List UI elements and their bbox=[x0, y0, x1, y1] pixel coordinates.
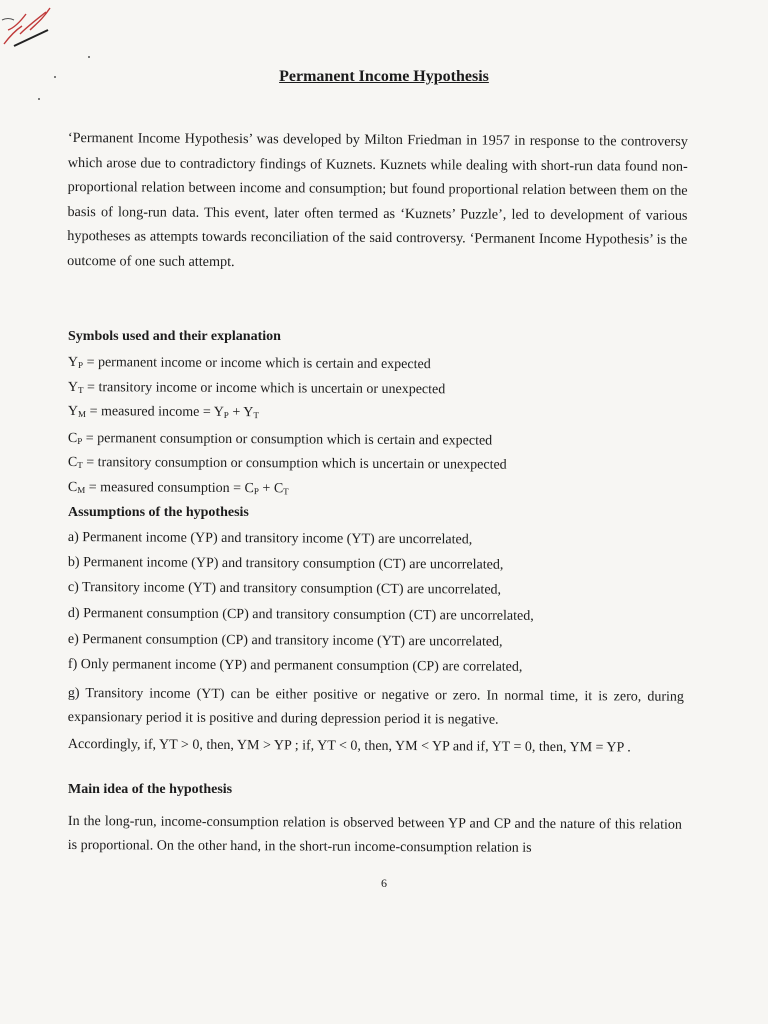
main-idea-paragraph: In the long-run, income-consumption relation is observed between YP and CP and the nature of this relation is proportional. On the other hand, in the short-run income-consumption relation is bbox=[67, 813, 682, 856]
handwritten-scribble bbox=[0, 0, 70, 60]
speck bbox=[38, 98, 40, 100]
assumption-e: e) Permanent consumption (CP) and transitory income (YT) are uncorrelated, bbox=[67, 632, 503, 650]
intro-paragraph: ‘Permanent Income Hypothesis’ was developed by Milton Friedman in 1957 in response to the controversy which arose due to contradictory findings of Kuznets. Kuznets while dealing with short-run data found non-proportional relation between income and consumption; but found proportional relation between them on the basis of long-run data. This event, later often termed as ‘Kuznets’ Puzzle’, led to development of various hypotheses as attempts towards reconciliation of the said controversy. ‘Permanent Income Hypothesis’ is the outcome of one such attempt. bbox=[67, 129, 688, 270]
page-title: Permanent Income Hypothesis bbox=[279, 68, 489, 85]
assumption-a: a) Permanent income (YP) and transitory income (YT) are uncorrelated, bbox=[67, 530, 473, 548]
symbol-cp: $C_P$ = permanent consumption or consumption which is certain and expected bbox=[67, 431, 493, 449]
main-idea-heading: Main idea of the hypothesis bbox=[68, 782, 233, 797]
symbol-ym: $Y_M$ = measured income = $Y_P + Y_T$ bbox=[67, 404, 259, 421]
assumption-accordingly: Accordingly, if, YT > 0, then, YM > YP ; if, YT < 0, then, YM < YP and if, YT = 0, then, YM = YP . bbox=[67, 736, 631, 756]
symbol-yt: $Y_T$ = transitory income or income which is uncertain or unexpected bbox=[67, 380, 446, 398]
page-number: 6 bbox=[381, 876, 387, 890]
symbol-yp: $Y_P$ = permanent income or income which is certain and expected bbox=[67, 355, 431, 373]
assumption-g: g) Transitory income (YT) can be either positive or negative or zero. In normal time, it is zero, during expansionary period it is positive and during depression period it is negative. bbox=[67, 685, 684, 728]
assumption-b: b) Permanent income (YP) and transitory consumption (CT) are uncorrelated, bbox=[67, 555, 504, 573]
assumption-c: c) Transitory income (YT) and transitory consumption (CT) are uncorrelated, bbox=[67, 580, 502, 598]
assumption-d: d) Permanent consumption (CP) and transitory consumption (CT) are uncorrelated, bbox=[67, 606, 534, 624]
symbol-ct: $C_T$ = transitory consumption or consumption which is uncertain or unexpected bbox=[67, 455, 507, 473]
speck bbox=[88, 56, 90, 58]
assumptions-heading: Assumptions of the hypothesis bbox=[68, 505, 249, 520]
symbols-heading: Symbols used and their explanation bbox=[68, 329, 281, 344]
assumption-f: f) Only permanent income (YP) and permanent consumption (CP) are correlated, bbox=[67, 657, 523, 675]
symbol-cm: $C_M$ = measured consumption = $C_P + C_T$ bbox=[67, 480, 289, 497]
